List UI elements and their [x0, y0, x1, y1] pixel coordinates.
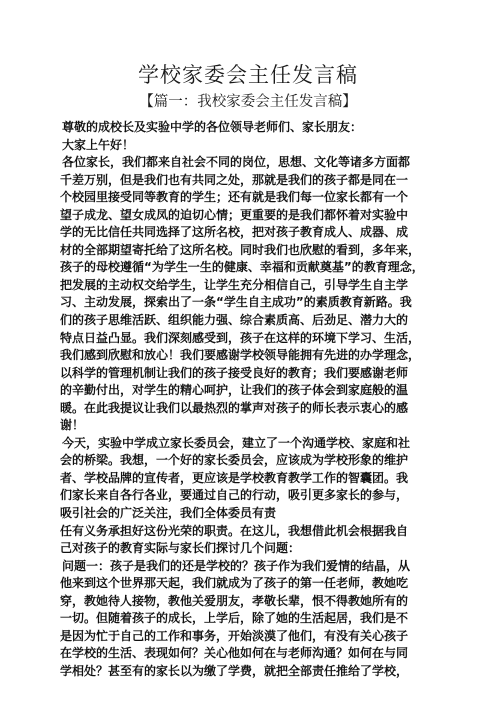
- body-line: 们的孩子思维活跃、组织能力强、综合素质高、后劲足、潜力大的: [60, 313, 409, 328]
- body-line: 以科学的管理机制让我们的孩子接受良好的教育；我们要感谢老师: [60, 365, 409, 380]
- body-line: 材的全部期望寄托给了这所名校。同时我们也欣慰的看到，多年来，: [60, 242, 421, 257]
- body-line: 学的无比信任共同选择了这所名校，把对孩子教育成人、成器、成: [60, 225, 409, 240]
- body-line: 个校园里接受同等教育的学生；还有就是我们每一位家长都有一个: [60, 190, 409, 205]
- document-subtitle: 【篇一：我校家委会主任发言稿】: [139, 94, 357, 110]
- body-line: 穿，教她待人接物，教他关爱朋友，孝敬长辈，恨不得教她所有的: [60, 593, 409, 608]
- body-line: 各位家长，我们都来自社会不同的岗位，思想、文化等诸多方面都: [62, 155, 411, 170]
- body-line: 问题一：孩子是我们的还是学校的？孩子作为我们爱情的结晶，从: [62, 558, 411, 573]
- body-line: 特点日益凸显。我们深刻感受到，孩子在这样的环境下学习、生活，: [60, 330, 421, 345]
- body-line: 在学校的生活、表现如何？关心他如何在与老师沟通？如何在与同: [60, 646, 409, 661]
- body-line: 谢！: [60, 418, 85, 433]
- body-line: 他来到这个世界那天起，我们就成为了孩子的第一任老师，教她吃: [60, 576, 409, 591]
- body-line: 者、学校品牌的宣传者，更应该是学校教育教学工作的智囊团。我: [60, 470, 409, 485]
- document-title: 学校家委会主任发言稿: [138, 63, 358, 87]
- body-line: 尊敬的成校长及实验中学的各位领导老师们、家长朋友：: [62, 120, 363, 134]
- body-line: 是因为忙于自己的工作和事务，开始淡漠了他们，有没有关心孩子: [60, 628, 409, 643]
- body-line: 习、主动发展，探索出了一条“学生自主成功”的素质教育新路。我: [60, 295, 412, 310]
- body-line: 己对孩子的教育实际与家长们探讨几个问题：: [60, 541, 301, 556]
- body-line: 一切。但随着孩子的成长，上学后，除了她的生活起居，我们是不: [60, 611, 409, 626]
- body-line: 们家长来自各行各业，要通过自己的行动，吸引更多家长的参与，: [60, 488, 409, 503]
- body-line: 千差万别，但是我们也有共同之处，那就是我们的孩子都是同在一: [60, 172, 409, 187]
- body-line: 暖。在此我提议让我们以最热烈的掌声对孩子的师长表示衷心的感: [60, 400, 409, 415]
- body-line: 把发展的主动权交给学生，让学生充分相信自己，引导学生自主学: [60, 277, 409, 292]
- body-line: 今天，实验中学成立家长委员会，建立了一个沟通学校、家庭和社: [62, 435, 411, 450]
- body-line: 望子成龙、望女成凤的迫切心情；更重要的是我们都怀着对实验中: [60, 207, 409, 222]
- body-line: 孩子的母校遵循“为学生一生的健康、幸福和贡献奠基”的教育理念，: [60, 260, 424, 275]
- body-line: 会的桥梁。我想，一个好的家长委员会，应该成为学校形象的维护: [60, 453, 409, 468]
- body-line: 的辛勤付出，对学生的精心呵护，让我们的孩子体会到家庭般的温: [60, 383, 409, 398]
- body-line: 吸引社会的广泛关注，我们全体委员有责: [60, 506, 277, 521]
- body-line: 任有义务承担好这份光荣的职责。在这儿，我想借此机会根据我自: [60, 523, 409, 538]
- body-line: 学相处？甚至有的家长以为缴了学费，就把全部责任推给了学校，: [60, 663, 409, 678]
- body-line: 大家上午好！: [62, 137, 135, 152]
- document-body: [60, 119, 448, 681]
- body-line: 我们感到欣慰和放心！我们要感谢学校领导能拥有先进的办学理念，: [60, 348, 421, 363]
